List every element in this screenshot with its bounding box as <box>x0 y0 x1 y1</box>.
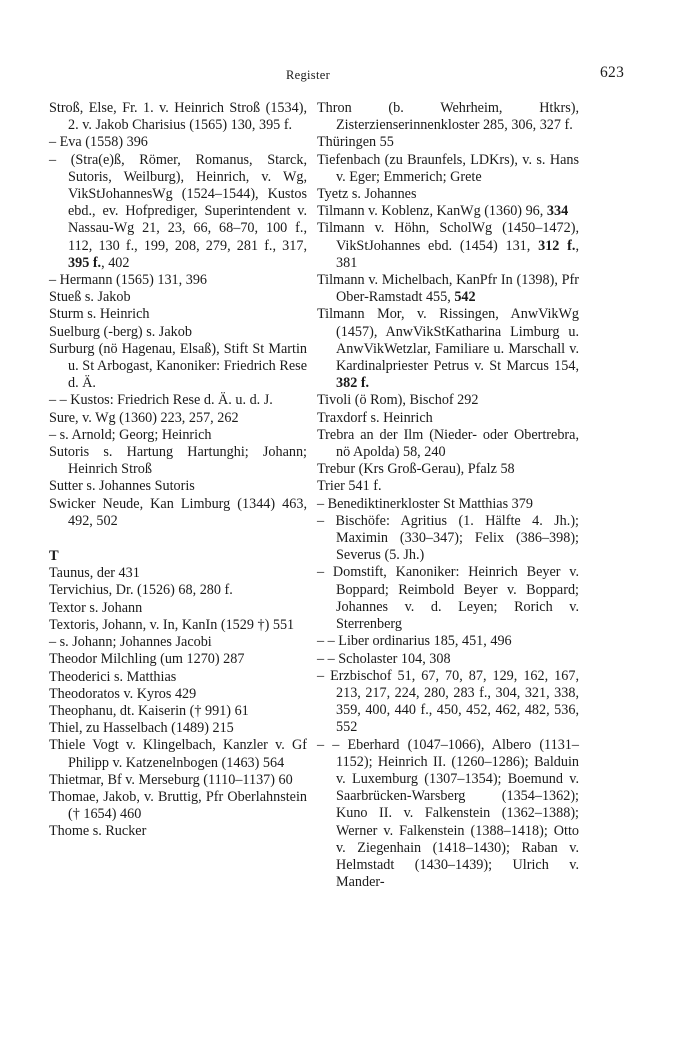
section-letter: T <box>49 548 59 565</box>
index-entry: Surburg (nö Hagenau, Elsaß), Stift St Martin u. St Arbogast, Kanoniker: Friedrich Rese d. Ä. <box>49 340 307 392</box>
index-entry: Theodoratos v. Kyros 429 <box>49 685 197 702</box>
index-entry: Trebur (Krs Groß-Gerau), Pfalz 58 <box>317 461 515 478</box>
index-entry: Sure, v. Wg (1360) 223, 257, 262 <box>49 409 239 426</box>
index-entry: – Bischöfe: Agritius (1. Hälfte 4. Jh.); Maximin (330–347); Felix (386–398); Severus (5. Jh.) <box>317 512 579 564</box>
page-number: 623 <box>600 64 625 81</box>
index-entry: Taunus, der 431 <box>49 565 140 582</box>
index-entry: Theoderici s. Matthias <box>49 668 177 685</box>
index-entry: Theophanu, dt. Kaiserin († 991) 61 <box>49 702 249 719</box>
index-entry: Sturm s. Heinrich <box>49 306 150 323</box>
index-entry: Tilmann Mor, v. Rissingen, AnwVikWg (1457), AnwVikStKatharina Limburg u. AnwVikWetzlar, Familiare u. Marschall v. Kardinalpriester Petrus v. St Marcus 154, 382 f. <box>317 306 579 392</box>
index-entry: – Eva (1558) 396 <box>49 134 148 151</box>
index-entry: – (Stra(e)ß, Römer, Romanus, Starck, Sutoris, Weilburg), Heinrich, v. Wg, VikStJohannesWg (1524–1544), Kustos ebd., ev. Hofprediger, Superintendent v. Nassau-Wg 21, 23, 66, 68–70, 100 f., 112, 130 f., 199, 208, 279, 281 f., 317, 395 f., 402 <box>49 151 307 271</box>
index-entry: Sutoris s. Hartung Hartunghi; Johann; Heinrich Stroß <box>49 444 307 478</box>
index-entry: – s. Arnold; Georg; Heinrich <box>49 426 212 443</box>
index-entry: Textoris, Johann, v. In, KanIn (1529 †) 551 <box>49 616 295 633</box>
index-entry: Textor s. Johann <box>49 599 143 616</box>
index-entry: Trier 541 f. <box>317 478 382 495</box>
index-entry: Thron (b. Wehrheim, Htkrs), Zisterzienserinnenkloster 285, 306, 327 f. <box>317 100 579 134</box>
index-entry: Theodor Milchling (um 1270) 287 <box>49 651 245 668</box>
index-entry: – Domstift, Kanoniker: Heinrich Beyer v. Boppard; Reimbold Beyer v. Boppard; Johannes v. d. Leyen; Rorich v. Sterrenberg <box>317 564 579 633</box>
index-entry: Suelburg (-berg) s. Jakob <box>49 323 192 340</box>
index-entry: – Erzbischof 51, 67, 70, 87, 129, 162, 167, 213, 217, 224, 280, 283 f., 304, 321, 338, 359, 400, 440 f., 450, 452, 462, 482, 536, 552 <box>317 667 579 736</box>
index-entry: Tilmann v. Koblenz, KanWg (1360) 96, 334 <box>317 203 569 220</box>
index-entry: Thomae, Jakob, v. Bruttig, Pfr Oberlahnstein († 1654) 460 <box>49 788 307 823</box>
index-entry: Traxdorf s. Heinrich <box>317 409 433 426</box>
index-entry: Thietmar, Bf v. Merseburg (1110–1137) 60 <box>49 771 293 788</box>
index-entry: Tyetz s. Johannes <box>317 186 417 203</box>
index-entry: Tilmann v. Höhn, ScholWg (1450–1472), VikStJohannes ebd. (1454) 131, 312 f., 381 <box>317 220 579 271</box>
index-column-left <box>49 100 307 841</box>
index-entry: Stroß, Else, Fr. 1. v. Heinrich Stroß (1534), 2. v. Jakob Charisius (1565) 130, 395 f. <box>49 100 307 134</box>
index-entry: Thiele Vogt v. Klingelbach, Kanzler v. Gf Philipp v. Katzenelnbogen (1463) 564 <box>49 737 307 771</box>
index-entry: Thiel, zu Hasselbach (1489) 215 <box>49 720 234 737</box>
index-entry: Tiefenbach (zu Braunfels, LDKrs), v. s. Hans v. Eger; Emmerich; Grete <box>317 151 579 185</box>
index-entry: – s. Johann; Johannes Jacobi <box>49 634 212 651</box>
index-entry: – – Scholaster 104, 308 <box>317 650 451 667</box>
index-entry: Trebra an der Ilm (Nieder- oder Obertrebra, nö Apolda) 58, 240 <box>317 426 579 461</box>
index-entry: Stueß s. Jakob <box>49 289 131 306</box>
index-entry: – – Kustos: Friedrich Rese d. Ä. u. d. J. <box>49 392 273 409</box>
index-entry: Thüringen 55 <box>317 134 394 151</box>
index-entry: Thome s. Rucker <box>49 823 147 840</box>
index-entry: – – Eberhard (1047–1066), Albero (1131–1152); Heinrich II. (1260–1286); Balduin v. Luxemburg (1307–1354); Boemund v. Saarbrücken-Warsberg (1354–1362); Kuno II. v. Falkenstein (1362–1388); Werner v. Falkenstein (1388–1418); Otto v. Ziegenhain (1418–1430); Raban v. Helmstadt (1430–1439); Ulrich v. Mander- <box>317 736 579 891</box>
index-entry: – Hermann (1565) 131, 396 <box>49 272 208 289</box>
index-entry: Tivoli (ö Rom), Bischof 292 <box>317 392 479 409</box>
index-entry: Swicker Neude, Kan Limburg (1344) 463, 492, 502 <box>49 495 307 529</box>
running-title: Register <box>286 68 331 82</box>
index-entry: Tilmann v. Michelbach, KanPfr In (1398), Pfr Ober-Ramstadt 455, 542 <box>317 272 579 306</box>
index-entry: – – Liber ordinarius 185, 451, 496 <box>317 633 512 650</box>
index-entry: – Benediktinerkloster St Matthias 379 <box>317 495 533 512</box>
index-entry: Tervichius, Dr. (1526) 68, 280 f. <box>49 582 233 599</box>
index-column-right <box>317 100 579 891</box>
index-entry: Sutter s. Johannes Sutoris <box>49 478 195 495</box>
